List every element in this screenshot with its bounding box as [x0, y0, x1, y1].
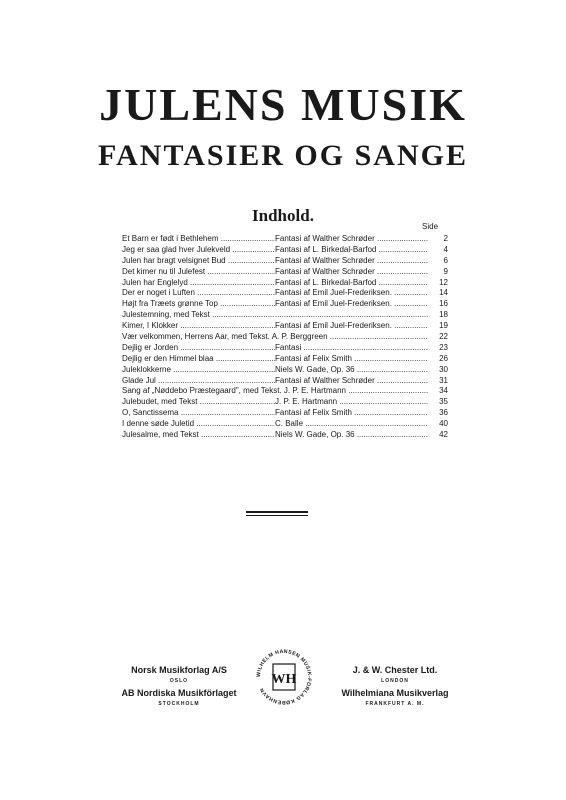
entry-description-text: Fantasi af Walther Schrøder — [275, 234, 375, 243]
contents-entry — [122, 256, 448, 267]
dot-leader — [355, 365, 428, 374]
contents-entry — [122, 419, 448, 430]
entry-title-text: Juleklokkerne — [122, 364, 171, 374]
dot-leader — [376, 245, 428, 254]
contents-entry — [122, 354, 448, 365]
entry-page-number: 26 — [439, 353, 448, 363]
entry-description-text: Fantasi af L. Birkedal-Barfod — [275, 277, 377, 287]
entry-description — [275, 343, 428, 354]
entry-title — [122, 430, 275, 441]
dot-leader — [375, 234, 428, 243]
entry-title-text: O, Sanctissema — [122, 408, 179, 418]
contents-entry — [122, 430, 448, 441]
dot-leader — [195, 288, 275, 297]
entry-description-text: Niels W. Gade, Op. 36 — [275, 364, 355, 374]
dot-leader — [328, 332, 428, 341]
entry-title — [122, 267, 275, 278]
dot-leader — [392, 299, 428, 308]
entry-description-text: Fantasi af Felix Smith — [275, 353, 352, 363]
entry-page-number: 12 — [439, 277, 448, 287]
dot-leader — [219, 234, 276, 243]
entry-title — [122, 343, 275, 354]
entry-description — [275, 419, 428, 430]
entry-description-text: Niels W. Gade, Op. 36 — [275, 430, 355, 440]
entry-description — [275, 365, 428, 376]
entry-title — [122, 299, 275, 310]
entry-title-text: Jeg er saa glad hver Julekveld — [122, 244, 231, 254]
contents-entry — [122, 397, 448, 408]
entry-description — [275, 310, 428, 321]
entry-page-number: 40 — [439, 419, 448, 429]
entry-title — [122, 386, 428, 397]
dot-leader — [375, 267, 428, 276]
entry-description-text: C. Balle — [275, 419, 304, 429]
publisher-name: J. & W. Chester Ltd. — [352, 665, 438, 675]
entry-title-text: Julesalme, med Tekst — [122, 430, 199, 440]
divider-rule — [246, 511, 308, 513]
entry-title-text: Højt fra Træets grønne Top — [122, 299, 218, 309]
publisher-name: AB Nordiska Musikförlaget — [121, 688, 237, 698]
entry-title-text: Dejlig er Jorden — [122, 342, 179, 352]
dot-leader — [375, 256, 428, 265]
entry-description — [275, 376, 428, 387]
entry-title — [122, 234, 275, 245]
dot-leader — [178, 343, 275, 352]
contents-entry — [122, 321, 448, 332]
dot-leader — [156, 376, 275, 385]
entry-title-text: Et Barn er født i Bethlehem — [122, 234, 219, 243]
publisher-name: Norsk Musikforlag A/S — [131, 665, 227, 675]
dot-leader — [171, 365, 275, 374]
contents-entry — [122, 267, 448, 278]
divider-rule-thin — [246, 515, 308, 516]
entry-title-text: Julebudet, med Tekst — [122, 397, 198, 407]
subtitle: FANTASIER OG SANGE — [98, 139, 468, 172]
contents-entry — [122, 234, 448, 245]
entry-description-text: Fantasi af Emil Juel-Frederiksen. — [275, 288, 392, 298]
entry-description — [275, 430, 428, 441]
dot-leader — [194, 419, 275, 428]
entry-page-number: 30 — [439, 364, 448, 374]
entry-page-number: 23 — [439, 342, 448, 352]
publisher-seal — [253, 646, 315, 708]
entry-title — [122, 354, 275, 365]
entry-page-number: 36 — [439, 408, 448, 418]
main-title: JULENS MUSIK — [99, 79, 467, 130]
entry-title-text: Julen har bragt velsignet Bud — [122, 255, 226, 265]
entry-description — [275, 354, 428, 365]
entry-title — [122, 419, 275, 430]
dot-leader — [205, 267, 275, 276]
contents-entry — [122, 310, 448, 321]
entry-description-text: Fantasi af Walther Schrøder — [275, 375, 375, 385]
entry-description — [275, 267, 428, 278]
entry-description — [275, 299, 428, 310]
entry-page-number: 18 — [439, 310, 448, 320]
entry-title-text: Sang af „Nøddebo Præstegaard", med Tekst. J. P. E. Hartmann — [122, 386, 346, 396]
entry-page-number: 42 — [439, 430, 448, 440]
entry-description — [275, 397, 428, 408]
entry-description — [275, 245, 428, 256]
dot-leader — [303, 419, 428, 428]
entry-description-text: Fantasi af Walther Schrøder — [275, 266, 375, 276]
dot-leader — [178, 321, 275, 330]
dot-leader — [375, 376, 428, 385]
publisher-name: Wilhelmiana Musikverlag — [341, 688, 449, 698]
entry-description — [275, 288, 428, 299]
entry-title — [122, 365, 275, 376]
dot-leader — [275, 310, 428, 319]
entry-title-text: Der er noget i Luften — [122, 288, 195, 298]
entry-description-text: Fantasi af Felix Smith — [275, 408, 352, 418]
entry-description-text: J. P. E. Hartmann — [275, 397, 338, 407]
contents-entry — [122, 299, 448, 310]
entry-description — [275, 321, 428, 332]
entry-description-text: Fantasi af L. Birkedal-Barfod — [275, 244, 377, 254]
dot-leader — [392, 321, 428, 330]
entry-title — [122, 278, 275, 289]
entry-description — [275, 234, 428, 245]
entry-page-number: 9 — [443, 266, 448, 276]
dot-leader — [301, 343, 428, 352]
entry-title — [122, 288, 275, 299]
dot-leader — [188, 278, 275, 287]
entry-title — [122, 245, 275, 256]
entry-page-number: 34 — [439, 386, 448, 396]
dot-leader — [218, 299, 275, 308]
dot-leader — [352, 408, 428, 417]
publisher-city: STOCKHOLM — [158, 701, 200, 707]
contents-entry — [122, 408, 448, 419]
entry-title-text: Glade Jul — [122, 375, 156, 385]
entry-title — [122, 408, 275, 419]
publisher-stockholm — [104, 689, 254, 707]
entry-title-text: I denne søde Juletid — [122, 419, 195, 429]
publisher-london — [320, 666, 470, 684]
entry-title — [122, 310, 275, 321]
entry-page-number: 14 — [439, 288, 448, 298]
entry-title-text: Dejlig er den Himmel blaa — [122, 353, 214, 363]
entry-page-number: 31 — [439, 375, 448, 385]
publisher-city: OSLO — [169, 678, 189, 684]
entry-page-number: 4 — [443, 244, 448, 254]
entry-description-text: Fantasi af Walther Schrøder — [275, 255, 375, 265]
dot-leader — [210, 310, 275, 319]
publisher-city: LONDON — [381, 678, 409, 684]
entry-title — [122, 256, 275, 267]
entry-title — [122, 332, 428, 343]
dot-leader — [376, 278, 428, 287]
dot-leader — [197, 397, 275, 406]
entry-page-number: 6 — [443, 255, 448, 265]
entry-description-text: Fantasi — [275, 342, 302, 352]
entry-page-number: 16 — [439, 299, 448, 309]
dot-leader — [352, 354, 428, 363]
entry-description — [275, 408, 428, 419]
dot-leader — [178, 408, 275, 417]
dot-leader — [346, 386, 428, 395]
contents-entry — [122, 245, 448, 256]
contents-entry — [122, 288, 448, 299]
entry-description-text: Fantasi af Emil Juel-Frederiksen. — [275, 321, 392, 331]
contents-entry — [122, 278, 448, 289]
entry-title — [122, 321, 275, 332]
contents-entry — [122, 332, 448, 343]
dot-leader — [199, 430, 275, 439]
dot-leader — [214, 354, 275, 363]
entry-title-text: Vær velkommen, Herrens Aar, med Tekst. A. P. Berggreen — [122, 332, 328, 342]
dot-leader — [392, 288, 428, 297]
contents-entry — [122, 386, 448, 397]
contents-heading: Indhold. — [252, 206, 314, 225]
seal-monogram: WH — [271, 672, 297, 687]
dot-leader — [230, 245, 275, 254]
publisher-city: FRANKFURT A. M. — [365, 701, 425, 707]
entry-page-number: 19 — [439, 321, 448, 331]
entry-page-number: 35 — [439, 397, 448, 407]
entry-title-text: Julestemning, med Tekst — [122, 310, 210, 320]
page-column-label: Side — [422, 222, 439, 231]
contents-entry — [122, 365, 448, 376]
table-of-contents — [122, 234, 448, 441]
dot-leader — [337, 397, 428, 406]
entry-title — [122, 376, 275, 387]
entry-page-number: 22 — [439, 332, 448, 342]
entry-title-text: Kimer, I Klokker — [122, 321, 179, 331]
entry-description-text: Fantasi af Emil Juel-Frederiksen. — [275, 299, 392, 309]
seal-text: WILHELM HANSEN MUSIK-FORLAG KØBENHAVN — [255, 648, 313, 706]
dot-leader — [226, 256, 275, 265]
entry-title-text: Det kimer nu til Julefest — [122, 266, 206, 276]
publisher-oslo — [104, 666, 254, 684]
entry-page-number: 2 — [443, 234, 448, 243]
entry-title-text: Julen har Englelyd — [122, 277, 188, 287]
entry-description — [275, 256, 428, 267]
contents-entry — [122, 343, 448, 354]
entry-title — [122, 397, 275, 408]
dot-leader — [355, 430, 428, 439]
entry-description — [275, 278, 428, 289]
publisher-frankfurt — [320, 689, 470, 707]
contents-entry — [122, 376, 448, 387]
